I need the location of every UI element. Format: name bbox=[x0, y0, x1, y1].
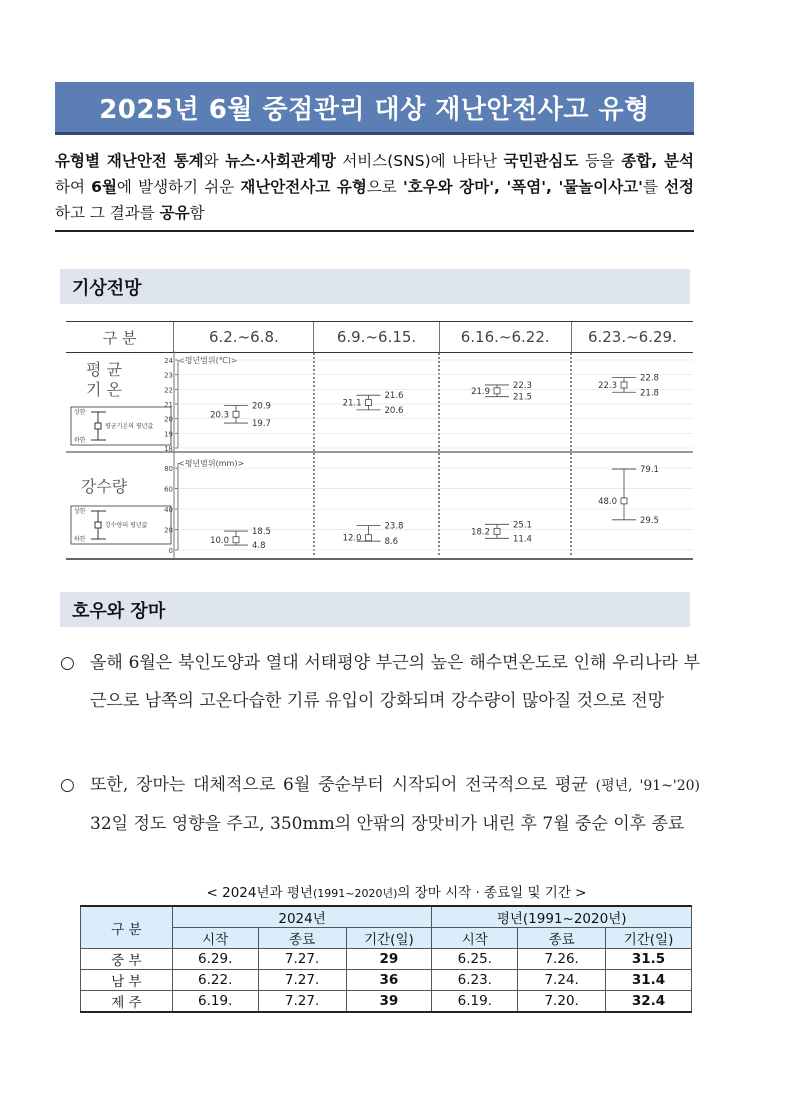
temp-tick-label: 20 bbox=[164, 415, 173, 424]
rain-lower-label: 4.8 bbox=[252, 541, 266, 552]
table-subheader: 기간(일) bbox=[606, 928, 692, 949]
temp-mean-marker bbox=[621, 382, 627, 388]
table-cell: 6.22. bbox=[172, 970, 258, 991]
forecast-header-week1: 6.2.~6.8. bbox=[174, 322, 314, 352]
table-cell: 32.4 bbox=[606, 991, 692, 1013]
table-header-2024: 2024년 bbox=[172, 906, 432, 928]
table-header-label: 구 분 bbox=[81, 906, 173, 949]
table-header-normal: 평년(1991~2020년) bbox=[432, 906, 692, 928]
forecast-header-label: 구 분 bbox=[66, 322, 174, 352]
table-cell: 6.25. bbox=[432, 949, 518, 970]
table-cell: 29 bbox=[346, 949, 432, 970]
summary-paragraph bbox=[55, 148, 694, 232]
temp-mean-label: 20.3 bbox=[210, 410, 229, 421]
summary-emphasis: 공유 bbox=[159, 204, 190, 222]
table-cell-region: 제 주 bbox=[81, 991, 173, 1013]
temp-mean-marker bbox=[494, 388, 500, 394]
table-row bbox=[81, 949, 692, 970]
table-cell: 6.23. bbox=[432, 970, 518, 991]
summary-emphasis: 종합, 분석 bbox=[621, 152, 694, 170]
forecast-header-week2: 6.9.~6.15. bbox=[314, 322, 439, 352]
section-heading-rain: 호우와 장마 bbox=[60, 592, 690, 627]
bullet-text: 올해 6월은 북인도양과 열대 서태평양 부근의 높은 해수면온도로 인해 우리나라 부근으로 남쪽의 고온다습한 기류 유입이 강화되며 강수량이 많아질 것으로 전망 bbox=[90, 653, 700, 711]
summary-text: 서비스(SNS)에 나타난 bbox=[335, 152, 504, 170]
table-cell: 6.29. bbox=[172, 949, 258, 970]
temp-legend-lower: 하한 bbox=[74, 437, 86, 444]
summary-text: 에 발생하기 쉬운 bbox=[116, 178, 241, 196]
summary-emphasis: 선정 bbox=[664, 178, 695, 196]
table-caption: < 2024년과 평년(1991~2020년)의 장마 시작 · 종료일 및 기간 > bbox=[206, 885, 587, 901]
temp-legend bbox=[71, 407, 171, 445]
table-subheader: 종료 bbox=[518, 928, 606, 949]
summary-text: 를 bbox=[642, 178, 665, 196]
temp-mean-marker bbox=[366, 400, 372, 406]
summary-emphasis: 유형별 재난안전 통계 bbox=[55, 152, 204, 170]
table-cell: 7.27. bbox=[258, 991, 346, 1013]
forecast-header-week4: 6.23.~6.29. bbox=[587, 328, 677, 346]
summary-emphasis: 재난안전사고 유형 bbox=[240, 178, 367, 196]
summary-emphasis: 6월 bbox=[91, 178, 117, 196]
bullet-mark: ○ bbox=[60, 653, 75, 673]
temp-lower-label: 20.6 bbox=[384, 405, 404, 416]
temp-legend-upper: 상한 bbox=[74, 409, 86, 416]
rain-upper-label: 18.5 bbox=[252, 527, 271, 538]
rain-lower-label: 29.5 bbox=[640, 515, 659, 526]
rain-upper-label: 79.1 bbox=[640, 465, 659, 476]
bullet-text-b: 32일 정도 영향을 주고, 350mm의 안팎의 장맛비가 내린 후 7월 중순 이후 종료 bbox=[90, 814, 685, 834]
temp-tick-label: 24 bbox=[164, 357, 173, 365]
temp-tick-label: 23 bbox=[164, 371, 173, 380]
bullet-mark: ○ bbox=[60, 775, 75, 795]
forecast-panel bbox=[66, 321, 693, 560]
table-subheader: 종료 bbox=[258, 928, 346, 949]
table-cell: 31.5 bbox=[606, 949, 692, 970]
table-cell: 7.20. bbox=[518, 991, 606, 1013]
rain-mean-marker bbox=[621, 498, 627, 504]
table-cell: 7.26. bbox=[518, 949, 606, 970]
rain-mean-label: 18.2 bbox=[471, 527, 490, 538]
summary-text: 등을 bbox=[578, 152, 622, 170]
temp-lower-label: 19.7 bbox=[252, 419, 271, 430]
rain-tick-label: 60 bbox=[164, 485, 173, 494]
table-cell: 6.19. bbox=[432, 991, 518, 1013]
table-subheader: 시작 bbox=[432, 928, 518, 949]
rain-tick-label: 20 bbox=[164, 526, 173, 535]
rain-tick-label: 80 bbox=[164, 465, 173, 474]
rain-unit-note: <평년범위(mm)> bbox=[178, 459, 245, 468]
table-cell: 36 bbox=[346, 970, 432, 991]
rain-mean-label: 48.0 bbox=[598, 496, 617, 507]
table-subheader: 시작 bbox=[172, 928, 258, 949]
rain-upper-label: 25.1 bbox=[513, 520, 532, 531]
temp-mean-label: 21.9 bbox=[471, 386, 490, 397]
rain-row-label: 강수량 bbox=[80, 477, 128, 496]
section-heading-weather: 기상전망 bbox=[60, 269, 690, 304]
rain-lower-label: 8.6 bbox=[384, 537, 399, 548]
rain-upper-label: 23.8 bbox=[384, 521, 404, 532]
temp-lower-label: 21.5 bbox=[513, 392, 532, 403]
rain-legend-mid: 강수량의 평년값 bbox=[105, 522, 148, 529]
temp-unit-note: <평년범위(℃)> bbox=[178, 356, 238, 365]
rain-mean-marker bbox=[494, 528, 500, 534]
temp-mean-marker bbox=[233, 411, 239, 417]
page-title: 2025년 6월 중점관리 대상 재난안전사고 유형 bbox=[55, 82, 694, 135]
rain-legend-upper: 상한 bbox=[74, 508, 86, 515]
table-cell: 7.24. bbox=[518, 970, 606, 991]
table-cell: 6.19. bbox=[172, 991, 258, 1013]
forecast-header-week3: 6.16.~6.22. bbox=[440, 322, 572, 352]
temp-mean-label: 22.3 bbox=[598, 380, 617, 391]
temp-upper-label: 22.3 bbox=[513, 380, 532, 391]
bullet-text-a: 또한, 장마는 대체적으로 6월 중순부터 시작되어 전국적으로 평균 bbox=[90, 775, 588, 795]
monsoon-table bbox=[80, 905, 692, 1013]
temp-tick-label: 21 bbox=[164, 401, 173, 409]
temp-upper-label: 21.6 bbox=[384, 391, 404, 402]
rain-tick-label: 0 bbox=[168, 547, 173, 555]
forecast-charts bbox=[66, 351, 693, 560]
summary-emphasis: 뉴스·사회관계망 bbox=[225, 152, 336, 170]
temp-row-label-1: 평 균 bbox=[86, 360, 122, 379]
temp-upper-label: 22.8 bbox=[640, 373, 659, 384]
summary-text: 와 bbox=[203, 152, 226, 170]
temp-mean-label: 21.1 bbox=[342, 398, 362, 409]
table-cell-region: 남 부 bbox=[81, 970, 173, 991]
summary-text: 함 bbox=[189, 204, 205, 222]
table-row bbox=[81, 991, 692, 1013]
table-cell: 7.27. bbox=[258, 970, 346, 991]
forecast-header-row bbox=[66, 321, 693, 353]
rain-mean-marker bbox=[366, 535, 372, 541]
rain-mean-label: 10.0 bbox=[210, 535, 229, 546]
temp-tick-label: 19 bbox=[164, 430, 173, 439]
bullet-text bbox=[90, 766, 700, 843]
rain-lower-label: 11.4 bbox=[513, 534, 532, 545]
table-cell: 39 bbox=[346, 991, 432, 1013]
summary-emphasis: '호우와 장마', '폭염', '물놀이사고' bbox=[402, 178, 643, 196]
temp-row-label-2: 기 온 bbox=[86, 380, 122, 399]
rain-tick-label: 40 bbox=[164, 506, 173, 515]
table-cell: 7.27. bbox=[258, 949, 346, 970]
summary-text: 으로 bbox=[366, 178, 403, 196]
table-subheader: 기간(일) bbox=[346, 928, 432, 949]
table-row bbox=[81, 970, 692, 991]
bullet-forecast bbox=[60, 644, 700, 720]
rain-mean-label: 12.0 bbox=[342, 533, 362, 544]
temp-tick-label: 18 bbox=[164, 445, 173, 453]
bullet-monsoon bbox=[60, 766, 700, 843]
rain-mean-marker bbox=[233, 537, 239, 543]
table-cell-region: 중 부 bbox=[81, 949, 173, 970]
temp-legend-mid: 평균기온의 평년값 bbox=[105, 423, 154, 430]
summary-text: 하고 그 결과를 bbox=[55, 204, 160, 222]
temp-upper-label: 20.9 bbox=[252, 401, 271, 412]
temp-lower-label: 21.8 bbox=[640, 388, 659, 399]
summary-emphasis: 국민관심도 bbox=[503, 152, 579, 170]
bullet-text-small: (평년, '91~'20) bbox=[595, 778, 700, 794]
rain-legend-lower: 하한 bbox=[74, 536, 86, 543]
rain-legend bbox=[71, 506, 171, 544]
table-cell: 31.4 bbox=[606, 970, 692, 991]
temp-tick-label: 22 bbox=[164, 386, 173, 395]
summary-text: 하여 bbox=[55, 178, 92, 196]
